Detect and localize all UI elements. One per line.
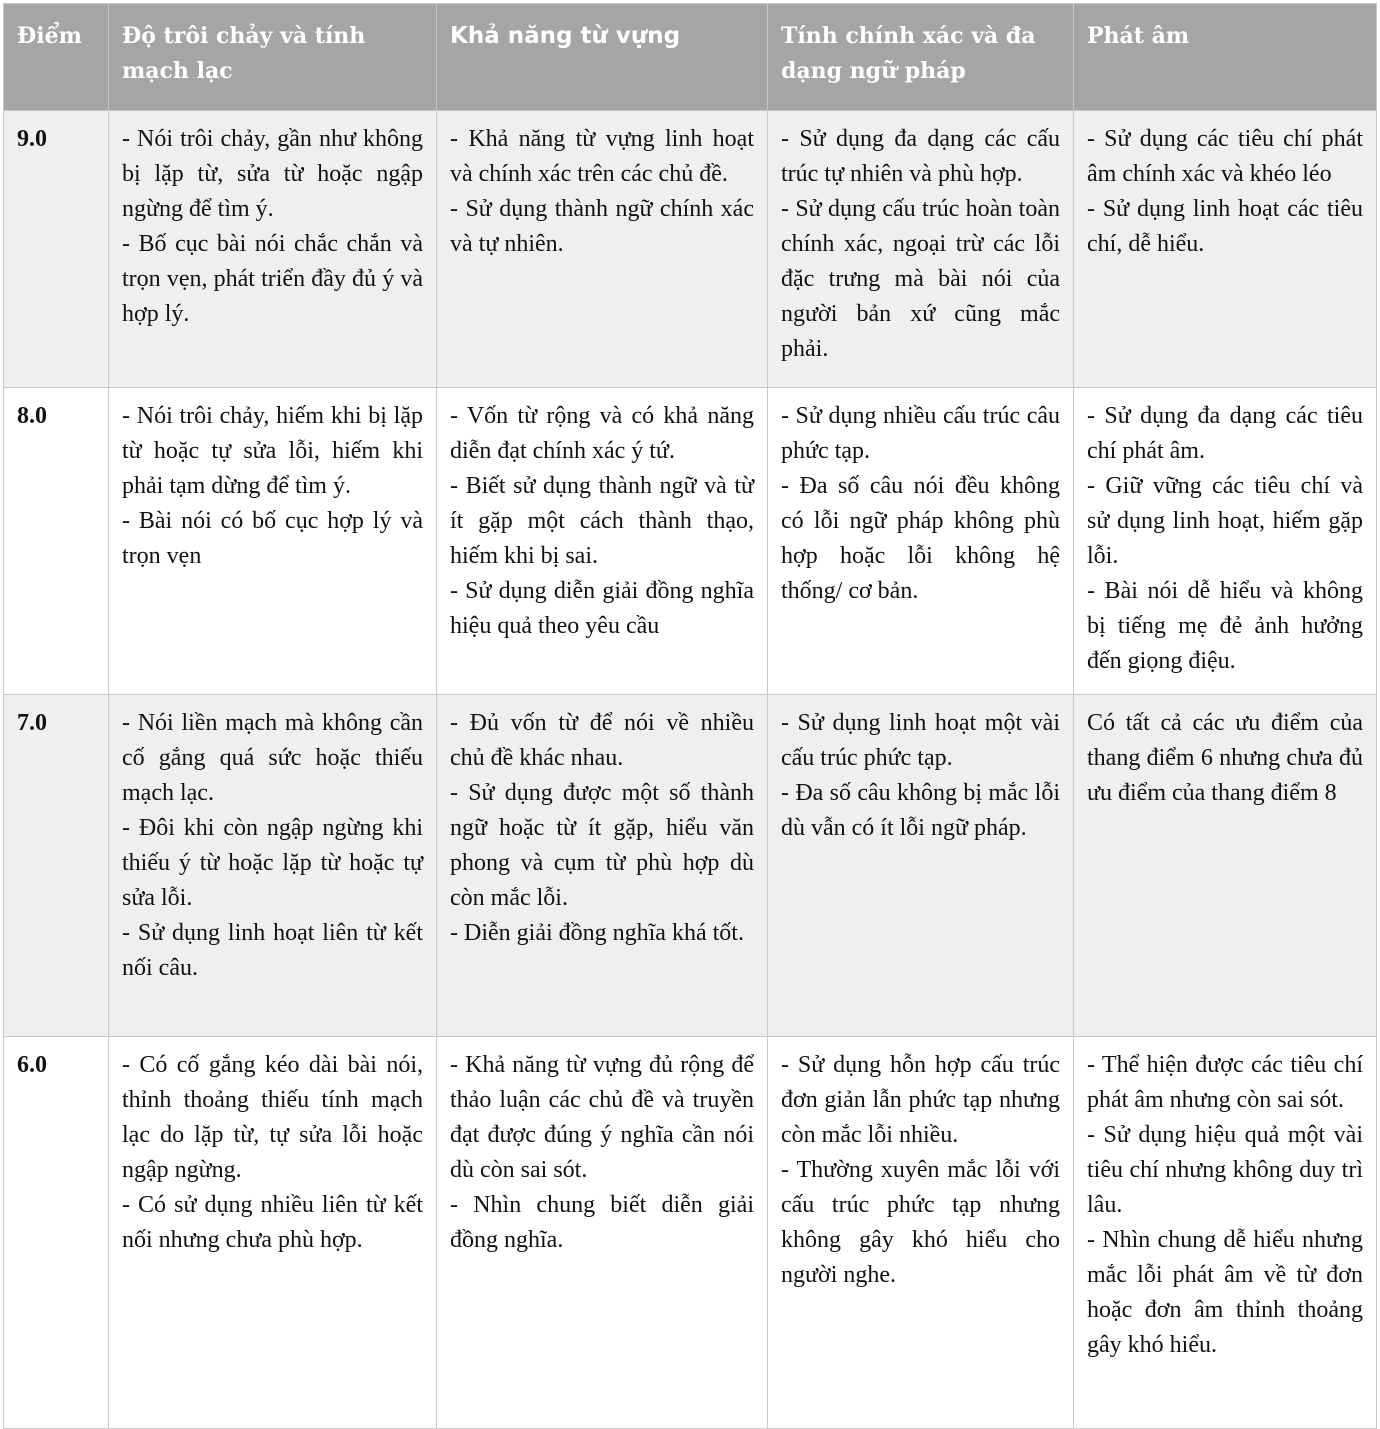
criterion-line: - Nói liền mạch mà không cần cố gắng quá sức hoặc thiếu mạch lạc.	[122, 710, 423, 806]
fluency-cell	[109, 111, 437, 388]
header-score: Điểm	[4, 4, 109, 111]
criterion-line: - Sử dụng linh hoạt các tiêu chí, dễ hiểu.	[1087, 196, 1363, 257]
criterion-line: - Đa số câu nói đều không có lỗi ngữ pháp không phù hợp hoặc lỗi không hệ thống/ cơ bản.	[781, 473, 1060, 604]
criterion-line: - Bài nói có bố cục hợp lý và trọn vẹn	[122, 508, 423, 569]
band-score: 8.0	[4, 388, 109, 695]
fluency-cell	[109, 1037, 437, 1429]
criterion-line: - Sử dụng linh hoạt một vài cấu trúc phức tạp.	[781, 710, 1060, 771]
criterion-line: - Nói trôi chảy, gần như không bị lặp từ, sửa từ hoặc ngập ngừng để tìm ý.	[122, 126, 423, 222]
criterion-line: - Đôi khi còn ngập ngừng khi thiếu ý từ hoặc lặp từ hoặc tự sửa lỗi.	[122, 815, 423, 911]
criterion-line: - Thể hiện được các tiêu chí phát âm nhưng còn sai sót.	[1087, 1052, 1363, 1113]
pronunciation-cell	[1074, 111, 1377, 388]
fluency-cell	[109, 695, 437, 1037]
criterion-line: - Có sử dụng nhiều liên từ kết nối nhưng chưa phù hợp.	[122, 1192, 423, 1253]
band-score: 7.0	[4, 695, 109, 1037]
grammar-cell	[768, 1037, 1074, 1429]
criterion-line: - Sử dụng đa dạng các cấu trúc tự nhiên và phù hợp.	[781, 126, 1060, 187]
criterion-line: - Biết sử dụng thành ngữ và từ ít gặp một cách thành thạo, hiếm khi bị sai.	[450, 473, 754, 569]
criterion-line: - Sử dụng thành ngữ chính xác và tự nhiên.	[450, 196, 754, 257]
criterion-line: - Thường xuyên mắc lỗi với cấu trúc phức tạp nhưng không gây khó hiểu cho người nghe.	[781, 1157, 1060, 1288]
lexical-cell	[437, 1037, 768, 1429]
table-row	[4, 111, 1377, 388]
ielts-speaking-band-table	[3, 3, 1377, 1429]
criterion-line: Có tất cả các ưu điểm của thang điểm 6 nhưng chưa đủ ưu điểm của thang điểm 8	[1087, 710, 1363, 806]
criterion-line: - Khả năng từ vựng đủ rộng để thảo luận các chủ đề và truyền đạt được đúng ý nghĩa cần nói dù còn sai sót.	[450, 1052, 754, 1183]
lexical-cell	[437, 695, 768, 1037]
band-score: 9.0	[4, 111, 109, 388]
criterion-line: - Sử dụng đa dạng các tiêu chí phát âm.	[1087, 403, 1363, 464]
grammar-cell	[768, 388, 1074, 695]
criterion-line: - Sử dụng hiệu quả một vài tiêu chí nhưng không duy trì lâu.	[1087, 1122, 1363, 1218]
pronunciation-cell	[1074, 388, 1377, 695]
header-pronunciation: Phát âm	[1074, 4, 1377, 111]
pronunciation-cell	[1074, 695, 1377, 1037]
criterion-line: - Sử dụng các tiêu chí phát âm chính xác và khéo léo	[1087, 126, 1363, 187]
criterion-line: - Giữ vững các tiêu chí và sử dụng linh hoạt, hiếm gặp lỗi.	[1087, 473, 1363, 569]
header-row	[4, 4, 1377, 111]
criterion-line: - Có cố gắng kéo dài bài nói, thỉnh thoảng thiếu tính mạch lạc do lặp từ, tự sửa lỗi hoặc ngập ngừng.	[122, 1052, 423, 1183]
criterion-line: - Nhìn chung dễ hiểu nhưng mắc lỗi phát âm về từ đơn hoặc đơn âm thỉnh thoảng gây khó hiểu.	[1087, 1227, 1363, 1358]
criterion-line: - Sử dụng diễn giải đồng nghĩa hiệu quả theo yêu cầu	[450, 578, 754, 639]
criterion-line: - Bố cục bài nói chắc chắn và trọn vẹn, phát triển đầy đủ ý và hợp lý.	[122, 231, 423, 327]
header-fluency: Độ trôi chảy và tính mạch lạc	[109, 4, 437, 111]
table-row	[4, 388, 1377, 695]
table-row	[4, 1037, 1377, 1429]
header-lexical: Khả năng từ vựng	[437, 4, 768, 111]
lexical-cell	[437, 388, 768, 695]
header-grammar: Tính chính xác và đa dạng ngữ pháp	[768, 4, 1074, 111]
criterion-line: - Diễn giải đồng nghĩa khá tốt.	[450, 920, 744, 946]
table-row	[4, 695, 1377, 1037]
criterion-line: - Sử dụng được một số thành ngữ hoặc từ ít gặp, hiểu văn phong và cụm từ phù hợp dù còn mắc lỗi.	[450, 780, 754, 911]
criterion-line: - Đa số câu không bị mắc lỗi dù vẫn có ít lỗi ngữ pháp.	[781, 780, 1060, 841]
lexical-cell	[437, 111, 768, 388]
grammar-cell	[768, 111, 1074, 388]
fluency-cell	[109, 388, 437, 695]
criterion-line: - Sử dụng cấu trúc hoàn toàn chính xác, ngoại trừ các lỗi đặc trưng mà bài nói của người bản xứ cũng mắc phải.	[781, 196, 1060, 362]
criterion-line: - Nhìn chung biết diễn giải đồng nghĩa.	[450, 1192, 754, 1253]
grammar-cell	[768, 695, 1074, 1037]
criterion-line: - Sử dụng nhiều cấu trúc câu phức tạp.	[781, 403, 1060, 464]
band-score: 6.0	[4, 1037, 109, 1429]
criterion-line: - Bài nói dễ hiểu và không bị tiếng mẹ đẻ ảnh hưởng đến giọng điệu.	[1087, 578, 1363, 674]
criterion-line: - Nói trôi chảy, hiếm khi bị lặp từ hoặc tự sửa lỗi, hiếm khi phải tạm dừng để tìm ý.	[122, 403, 423, 499]
criterion-line: - Sử dụng hỗn hợp cấu trúc đơn giản lẫn phức tạp nhưng còn mắc lỗi nhiều.	[781, 1052, 1060, 1148]
criterion-line: - Sử dụng linh hoạt liên từ kết nối câu.	[122, 920, 423, 981]
pronunciation-cell	[1074, 1037, 1377, 1429]
criterion-line: - Đủ vốn từ để nói về nhiều chủ đề khác nhau.	[450, 710, 754, 771]
criterion-line: - Khả năng từ vựng linh hoạt và chính xác trên các chủ đề.	[450, 126, 754, 187]
criterion-line: - Vốn từ rộng và có khả năng diễn đạt chính xác ý tứ.	[450, 403, 754, 464]
